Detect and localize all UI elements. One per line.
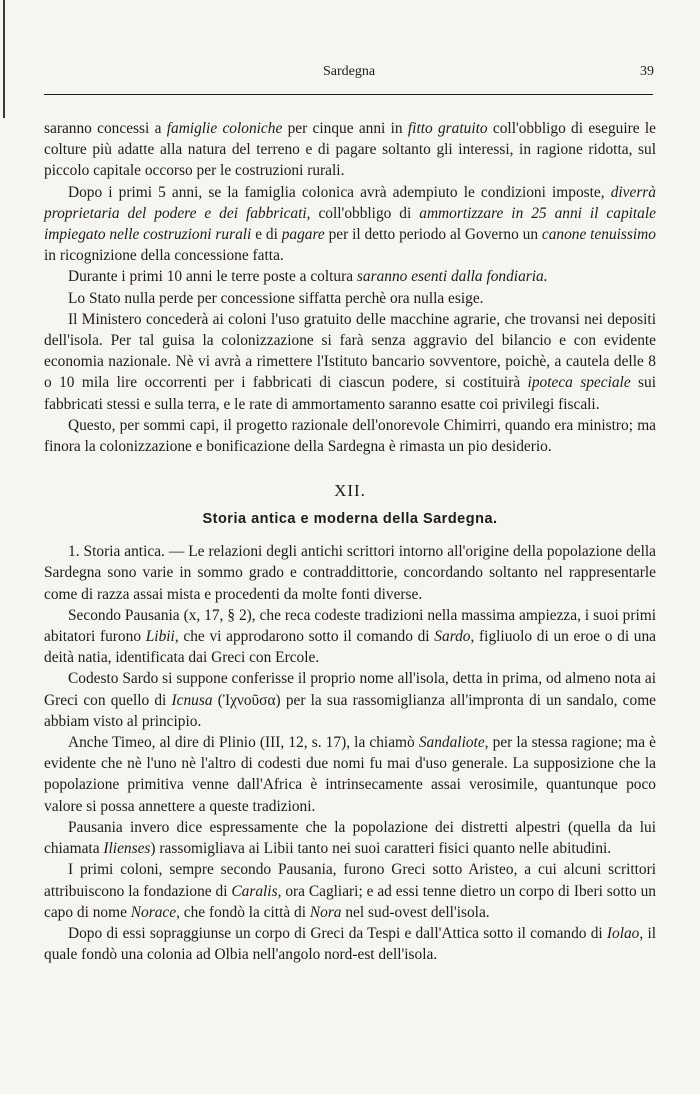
paragraph (44, 923, 656, 965)
paragraphs-section-top (44, 118, 656, 457)
text-run: , il quale fondò una colonia ad Olbia nell'angolo nord-est dell'isola. (44, 924, 656, 964)
scan-edge-mark (3, 0, 5, 118)
text-run: 1. Storia antica. — Le relazioni degli antichi scrittori intorno all'origine della popolazione della Sardegna sono varie in sommo grado e contraddittorie, concordando soltanto nel rappresentarle come di razza assai mista e procedenti da molte fonti diverse. (44, 543, 656, 603)
section-gap (44, 457, 656, 479)
paragraph (44, 118, 656, 182)
text-run: Questo, per sommi capi, il progetto razionale dell'onorevole Chimirri, quando era ministro; ma finora la colonizzazione e bonificazione della Sardegna è rimasta un pio desiderio. (44, 416, 656, 456)
italic-run: Ilienses (103, 840, 151, 858)
italic-run: Iolao (606, 924, 640, 942)
text-run: ) rassomigliava ai Libii tanto nei suoi caratteri fisici quanto nelle abitudini. (150, 840, 612, 858)
paragraph (44, 605, 656, 669)
italic-run: Norace (130, 903, 177, 921)
italic-run: Nora (309, 903, 342, 921)
text-run: Dopo di essi sopraggiunse un corpo di Greci da Tespi e dall'Attica sotto il comando di (68, 924, 607, 942)
text-run: Anche Timeo, al dire di Plinio (III, 12, s. 17), la chiamò (68, 734, 419, 752)
italic-run: famiglie coloniche (166, 120, 283, 137)
text-run: , figliuolo di un eroe o di una deità natia, identificata dai Greci con Ercole. (44, 628, 657, 667)
italic-run: fitto gratuito (407, 120, 488, 137)
text-run: I primi coloni, sempre secondo Pausania, furono Greci sotto Aristeo, a cui alcuni scrittori attribuiscono la fondazione di (44, 861, 656, 900)
paragraph (44, 415, 656, 457)
paragraph (44, 732, 656, 817)
page-header (44, 58, 654, 88)
italic-run: Libii (145, 628, 175, 646)
text-run: per il detto periodo al Governo un (324, 226, 542, 244)
italic-run: saranno esenti dalla fondiaria. (356, 268, 548, 286)
italic-run: Sardo (434, 628, 471, 646)
page-number: 39 (640, 64, 654, 79)
text-run: , coll'obbligo di (306, 204, 420, 222)
paragraph (44, 541, 656, 605)
italic-run: diverrà proprietaria del podere e dei fabbricati (44, 183, 656, 222)
paragraphs-section-bottom (44, 541, 656, 965)
text-run: saranno concessi a (44, 120, 167, 137)
text-run: , per la stessa ragione; ma è evidente che nè l'uno nè l'altro di codesti due nomi fu mai d'uso generale. La supposizione che la popolazione primitiva venne dall'Africa è intrinsecamente assai verosimile, quantunque poco valore si possa annettere a queste tradizioni. (44, 734, 656, 815)
text-run: , che fondò la città di (176, 903, 310, 921)
text-run: , ora Cagliari; e ad essi tenne dietro un corpo di Iberi sotto un capo di nome (44, 882, 656, 921)
text-run: Il Ministero concederà ai coloni l'uso gratuito delle macchine agrarie, che trovansi nei depositi dell'isola. Per tal guisa la colonizzazione si farà senza aggravio del bilancio e con evidente economia nazionale. Nè vi avrà a rimettere l'Istituto bancario sovventore, poichè, a cautela delle 8 o 10 mila lire occorrenti per i fabbricati di ciascun podere, si costituirà (44, 310, 656, 392)
italic-run: ammortizzare in 25 anni il capitale impiegato nelle costruzioni rurali (44, 204, 656, 244)
paragraph (44, 668, 656, 732)
italic-run: canone tenuissimo (541, 226, 656, 244)
text-run: Secondo Pausania (x, 17, § 2), che reca codeste tradizioni nella massima ampiezza, i suoi primi abitatori furono (44, 606, 656, 646)
text-run: sui fabbricati stessi e sulla terra, e le rate di ammortamento saranno esatte coi privilegi fiscali. (44, 374, 656, 413)
paragraph (44, 309, 656, 415)
paragraph (44, 859, 656, 923)
body-text (44, 118, 656, 965)
chapter-number: XII. (334, 481, 366, 501)
text-run: (Ἰχνοῦσα) per la sua rassomiglianza all'impronta di un sandalo, come abbiam visto al principio. (44, 691, 656, 730)
text-run: nel sud-ovest dell'isola. (341, 903, 490, 921)
chapter-title: Storia antica e moderna della Sardegna. (202, 511, 498, 528)
text-run: coll'obbligo di eseguire le colture più adatte alla natura del terreno e di pagare soltanto gli interessi, in ragione ridotta, sul piccolo capitale occorso per le costruzioni rurali. (44, 120, 656, 180)
paragraph (44, 182, 656, 267)
text-run: in ricognizione della concessione fatta. (44, 247, 284, 265)
text-run: Lo Stato nulla perde per concessione siffatta perchè ora nulla esige. (68, 289, 484, 307)
text-run: per cinque anni in (282, 120, 408, 137)
header-rule (44, 94, 653, 95)
text-run: Codesto Sardo si suppone conferisse il proprio nome all'isola, detta in prima, od almeno nota ai Greci con quello di (44, 670, 656, 709)
text-run: Durante i primi 10 anni le terre poste a coltura (68, 268, 357, 286)
paragraph (44, 266, 656, 287)
paragraph (44, 817, 656, 859)
italic-run: ipoteca speciale (527, 374, 631, 392)
text-run: Pausania invero dice espressamente che la popolazione dei distretti alpestri (quella da lui chiamata (44, 818, 656, 858)
italic-run: Sandaliote (418, 734, 485, 752)
text-run: Dopo i primi 5 anni, se la famiglia colonica avrà adempiuto le condizioni imposte, (68, 183, 611, 201)
italic-run: Caralis (231, 882, 278, 900)
italic-run: Icnusa (171, 691, 213, 709)
text-run: e di (251, 226, 282, 244)
italic-run: pagare (281, 226, 325, 244)
running-title: Sardegna (322, 64, 376, 79)
paragraph (44, 288, 656, 309)
text-run: , che vi approdarono sotto il comando di (174, 628, 435, 646)
